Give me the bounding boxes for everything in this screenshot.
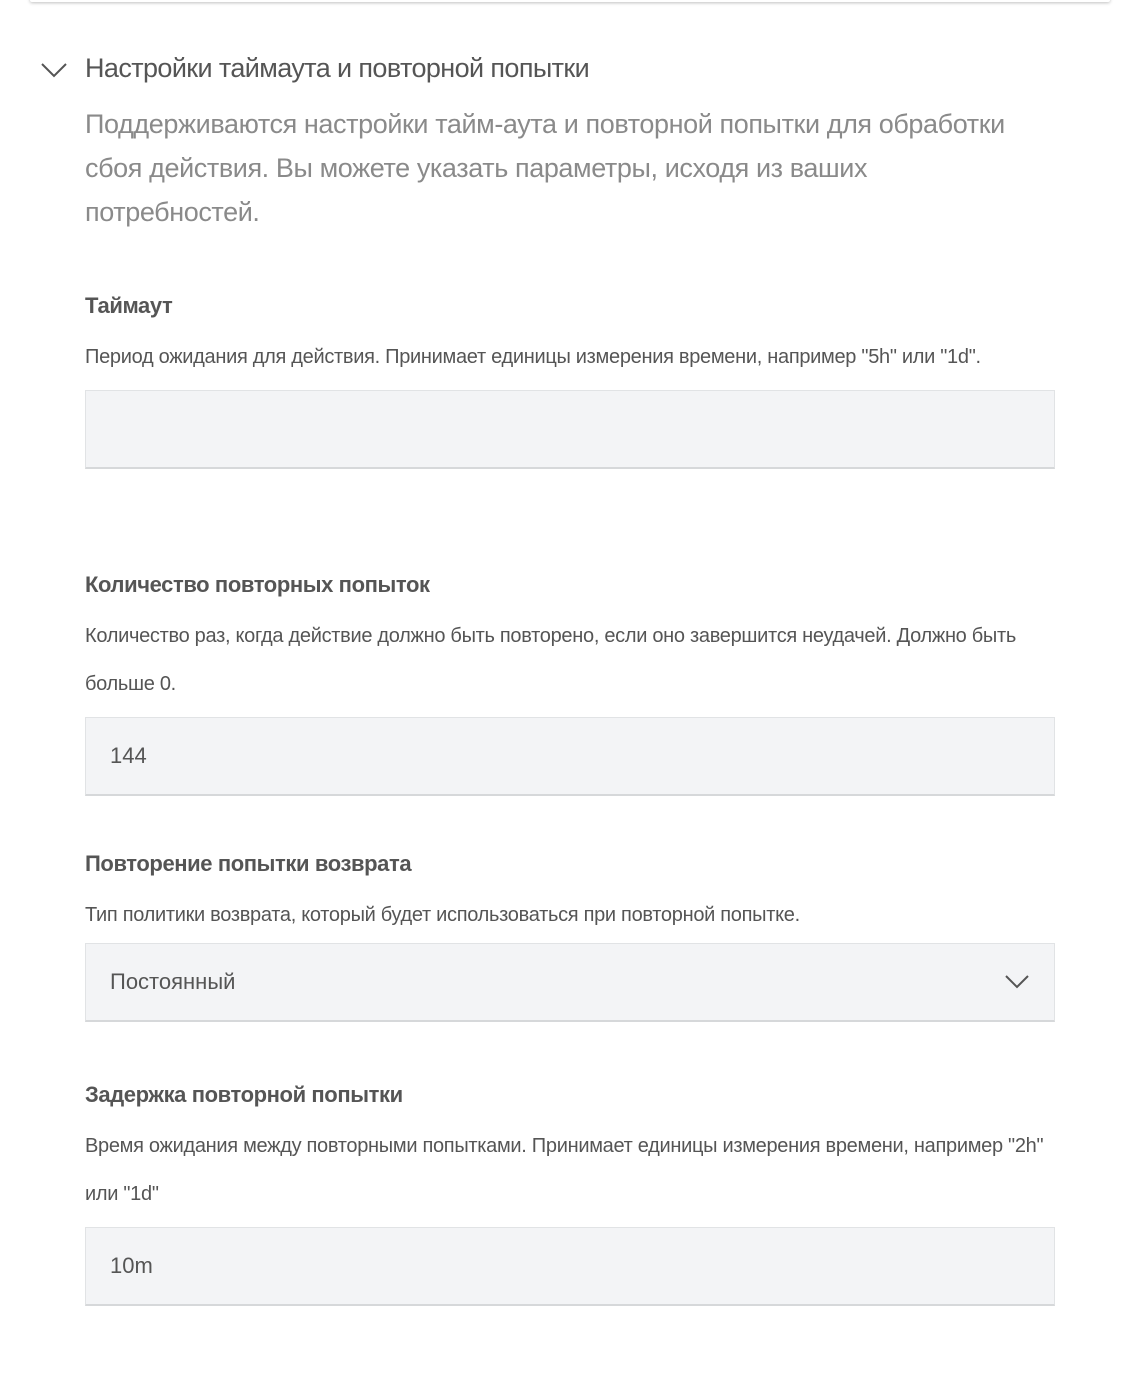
- retry-delay-value: 10m: [110, 1253, 153, 1278]
- retry-count-input[interactable]: [85, 717, 1055, 796]
- retry-policy-label: Повторение попытки возврата: [85, 851, 412, 876]
- section-title[interactable]: Настройки таймаута и повторной попытки: [85, 53, 590, 83]
- retry-delay-input[interactable]: [85, 1227, 1055, 1306]
- retry-policy-field: [85, 851, 1055, 1022]
- chevron-down-icon[interactable]: [40, 60, 68, 80]
- retry-delay-field: [85, 1082, 1055, 1306]
- previous-section-card: [30, 0, 1110, 2]
- chevron-down-icon: [1004, 974, 1030, 990]
- timeout-field: [85, 293, 1055, 469]
- retry-delay-help: Время ожидания между повторными попытками. Принимает единицы измерения времени, например "2h" или "1d": [85, 1135, 1044, 1205]
- retry-policy-select[interactable]: [85, 943, 1055, 1022]
- timeout-input[interactable]: [85, 390, 1055, 469]
- timeout-help: Период ожидания для действия. Принимает единицы измерения времени, например "5h" или "1d".: [85, 346, 981, 368]
- retry-count-help: Количество раз, когда действие должно быть повторено, если оно завершится неудачей. Должно быть больше 0.: [85, 625, 1016, 695]
- retry-count-value: 144: [110, 743, 147, 768]
- timeout-label: Таймаут: [85, 293, 173, 318]
- retry-count-field: [85, 572, 1055, 796]
- retry-delay-label: Задержка повторной попытки: [85, 1082, 403, 1107]
- retry-count-label: Количество повторных попыток: [85, 572, 430, 597]
- retry-policy-value: Постоянный: [110, 969, 236, 994]
- retry-policy-help: Тип политики возврата, который будет использоваться при повторной попытке.: [85, 904, 800, 926]
- section-description: Поддерживаются настройки тайм-аута и повторной попытки для обработки сбоя действия. Вы можете указать параметры, исходя из ваших потребностей.: [85, 109, 1005, 227]
